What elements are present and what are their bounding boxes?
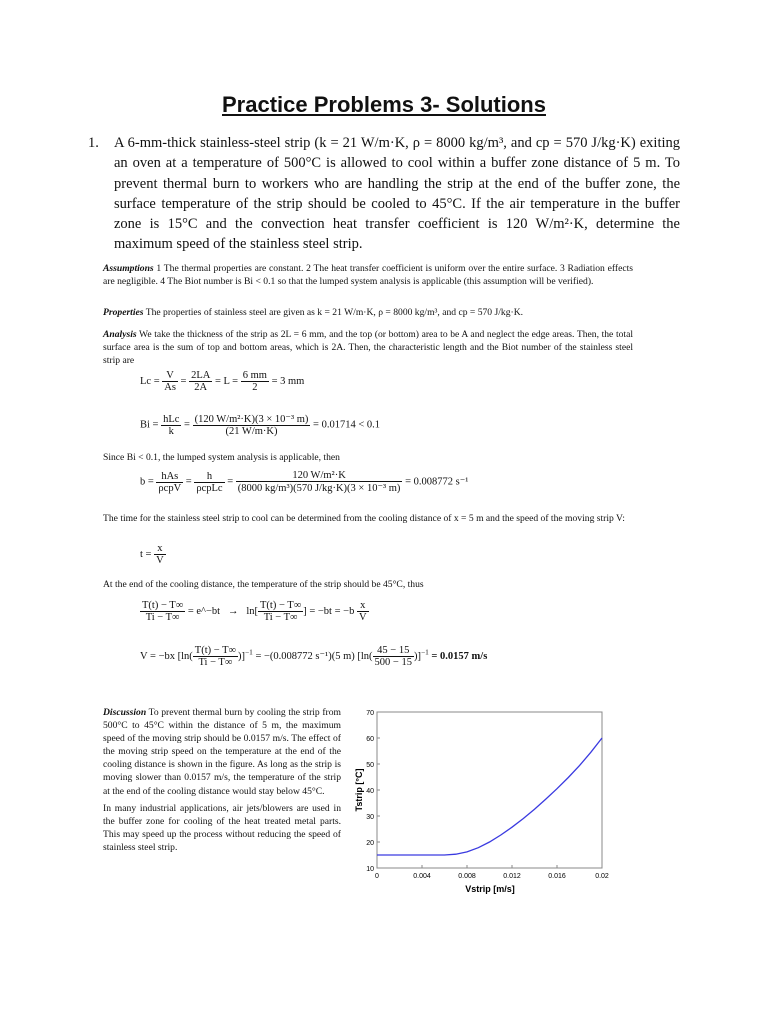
y-tick-label: 50 [366, 762, 374, 769]
v-lhs: V = −bx [140, 650, 175, 662]
v-num2: 45 − 15 [373, 645, 414, 657]
b-equation: b = $\frac{\text{hAs}}{\text{ρcpV}}$ = $\frac{h}{\text{ρcpLc}}$ = $\frac{\text{120 W/m²·K}}{\text{(8000 kg/m³)(570 J/kg·K)(3 × 10⁻³ m)}}$ = 0.008772 s⁻¹ [140, 470, 469, 494]
b-result: = 0.008772 s⁻¹ [405, 476, 469, 488]
lc-mid: = L = [214, 375, 239, 387]
discussion-heading: Discussion [103, 707, 147, 718]
y-tick-label: 60 [366, 736, 374, 743]
b-den1: ρcpV [158, 482, 182, 494]
y-tick-label: 20 [366, 840, 374, 847]
b-den2: ρcpLc [196, 482, 223, 494]
v-ln2: ln [360, 650, 370, 662]
temp2-x: x [357, 600, 369, 612]
assumptions-paragraph [103, 262, 633, 288]
problem-number: 1. [88, 135, 99, 151]
v-den: Ti − T∞ [198, 657, 233, 668]
v-exp2: −1 [420, 647, 429, 657]
lc-den2: 2A [194, 382, 208, 393]
discussion [103, 706, 341, 858]
discussion-paragraph [103, 706, 341, 798]
properties-text: The properties of stainless steel are given as k = 21 W/m·K, ρ = 8000 kg/m³, and cp = 570 J/kg·K. [143, 307, 524, 318]
temp2-den: Ti − T∞ [263, 612, 298, 623]
y-tick-label: 70 [366, 710, 374, 717]
lc-num1: V [162, 370, 178, 382]
b-num3: 120 W/m²·K [236, 470, 403, 482]
properties-heading: Properties [103, 307, 144, 318]
lc-num2: 2LA [191, 370, 211, 381]
bi-num1: hLc [163, 413, 180, 425]
lc-den1: As [164, 382, 176, 393]
lc-lhs: Lc = [140, 375, 160, 387]
temperature-equation: $\frac{T(t) - T\infty}{Ti - T\infty}$ = e^−bt → ln[ $\frac{T(t) - T\infty}{Ti - T\infty}$ ] = −bt = −b $\frac{x}{V}$ [142, 600, 367, 623]
t-lhs: t = [140, 548, 152, 560]
plot-frame [377, 712, 602, 868]
arrow-icon: → [227, 605, 239, 617]
t-equation [140, 543, 166, 566]
x-tick-label: 0 [375, 873, 379, 880]
temp2-num: T(t) − T∞ [260, 600, 302, 611]
analysis-paragraph [103, 328, 633, 368]
b-num2: h [194, 471, 224, 483]
temp-rhs: = e^−bt [187, 605, 221, 617]
x-tick-label: 0.016 [548, 873, 566, 880]
y-ticks [366, 710, 380, 873]
t-den: V [156, 555, 164, 566]
series-line [377, 738, 602, 855]
y-tick-label: 30 [366, 814, 374, 821]
v-ln: ln [181, 650, 190, 662]
lc-num3: 6 mm [242, 370, 267, 381]
time-paragraph: The time for the stainless steel strip to cool can be determined from the cooling distance of x = 5 m and the speed of the moving strip V: [103, 513, 625, 524]
x-tick-label: 0.004 [413, 873, 431, 880]
bi-den2: (21 W/m·K) [225, 426, 278, 437]
bi-den1: k [168, 425, 174, 437]
temp2-rhs: = −bt = −b [309, 605, 355, 617]
bi-lhs: Bi = [140, 419, 159, 431]
x-axis-label: Vstrip [m/s] [465, 884, 515, 894]
velocity-equation: V = −bx [ln( $\frac{T(t) - T\infty}{Ti - T\infty}$ )]$^{-1}$ = −(0.008772 s⁻¹)(5 m) [ln( $\frac{45 - 15}{500 - 15}$ )]$^{-1}$ = 0.0157 m/s [140, 645, 488, 668]
lc-den3: 2 [252, 382, 258, 393]
end-paragraph: At the end of the cooling distance, the temperature of the strip should be 45°C, thus [103, 579, 424, 590]
bi-result: = 0.01714 < 0.1 [313, 419, 380, 431]
discussion-paragraph-2: In many industrial applications, air jets/blowers are used in the buffer zone for cooling of the heat treated metal parts. This may speed up the process without reducing the speed of stainless steel strip. [103, 802, 341, 853]
v-den2: 500 − 15 [374, 657, 412, 668]
analysis-text: We take the thickness of the strip as 2L = 6 mm, and the top (or bottom) area to be A and neglect the edge areas. Then, the total surface area is the sum of top and bottom areas, which is 2A. Then, the characteristic length and the Biot number of the stainless steel strip are [103, 329, 633, 367]
biot-equation: Bi = $\frac{\text{hLc}}{k}$ = $\frac{\text{(120 W/m²·K)(3 × 10⁻³ m)}}{(21 W/m\cdot K)}$ = 0.01714 < 0.1 [140, 413, 380, 437]
page-title: Practice Problems 3- Solutions [222, 92, 546, 117]
analysis-heading: Analysis [103, 329, 137, 340]
assumptions-text: 1 The thermal properties are constant. 2 The heat transfer coefficient is uniform over the entire surface. 3 Radiation effects are negligible. 4 The Biot number is Bi < 0.1 so that the lumped system analysis is applicable (this assumption will be verified). [103, 263, 633, 288]
lc-equation: Lc = $\frac{V}{As}$ = $\frac{2LA}{2A}$ = L = $\frac{6 mm}{2}$ = 3 mm [140, 370, 305, 393]
temp-den: Ti − T∞ [145, 612, 180, 623]
v-mid: = −(0.008772 s⁻¹)(5 m) [255, 650, 355, 662]
v-result: = 0.0157 m/s [431, 650, 488, 662]
x-tick-label: 0.008 [458, 873, 476, 880]
temp-ln: ln [246, 605, 255, 617]
y-tick-label: 40 [366, 788, 374, 795]
lc-result: = 3 mm [271, 375, 305, 387]
temp-num: T(t) − T∞ [142, 600, 184, 611]
v-exp: −1 [245, 647, 253, 657]
x-tick-label: 0.012 [503, 873, 521, 880]
b-lhs: b = [140, 476, 154, 488]
v-num: T(t) − T∞ [194, 645, 237, 656]
properties-paragraph [103, 306, 633, 319]
y-tick-label: 10 [366, 866, 374, 873]
b-den3: (8000 kg/m³)(570 J/kg·K)(3 × 10⁻³ m) [237, 483, 401, 494]
bi-num2: (120 W/m²·K)(3 × 10⁻³ m) [194, 414, 309, 425]
since-paragraph: Since Bi < 0.1, the lumped system analysis is applicable, then [103, 452, 340, 463]
b-num1: hAs [156, 471, 183, 483]
assumptions-heading: Assumptions [103, 263, 154, 274]
problem-statement [88, 133, 680, 255]
t-num: x [154, 543, 166, 555]
y-axis-label: Tstrip [°C] [354, 768, 364, 812]
temp2-v: V [358, 612, 367, 623]
x-tick-label: 0.02 [595, 873, 609, 880]
problem-text: A 6-mm-thick stainless-steel strip (k = 21 W/m·K, ρ = 8000 kg/m³, and cp = 570 J/kg·K) exiting an oven at a temperature of 500°C is allowed to cool within a buffer zone distance of 5 m. To prevent thermal burn to workers who are handling the strip at the end of the buffer zone, the surface temperature of the strip should be cooled to 45°C. If the air temperature in the buffer zone is 15°C and the convection heat transfer coefficient is 120 W/m²·K, determine the maximum speed of the stainless steel strip. [114, 135, 680, 253]
x-ticks [375, 865, 609, 880]
discussion-text: To prevent thermal burn by cooling the strip from 500°C to 45°C within the distance of 5 m, the maximum speed of the moving strip should be 0.0157 m/s. The effect of the moving strip speed on the temperature at the end of the cooling distance is shown in the figure. As long as the strip is moving slower than 0.0157 m/s, the temperature of the strip at the end of the cooling distance would stay below 45°C. [103, 707, 341, 797]
temperature-vs-speed-chart [340, 700, 620, 900]
